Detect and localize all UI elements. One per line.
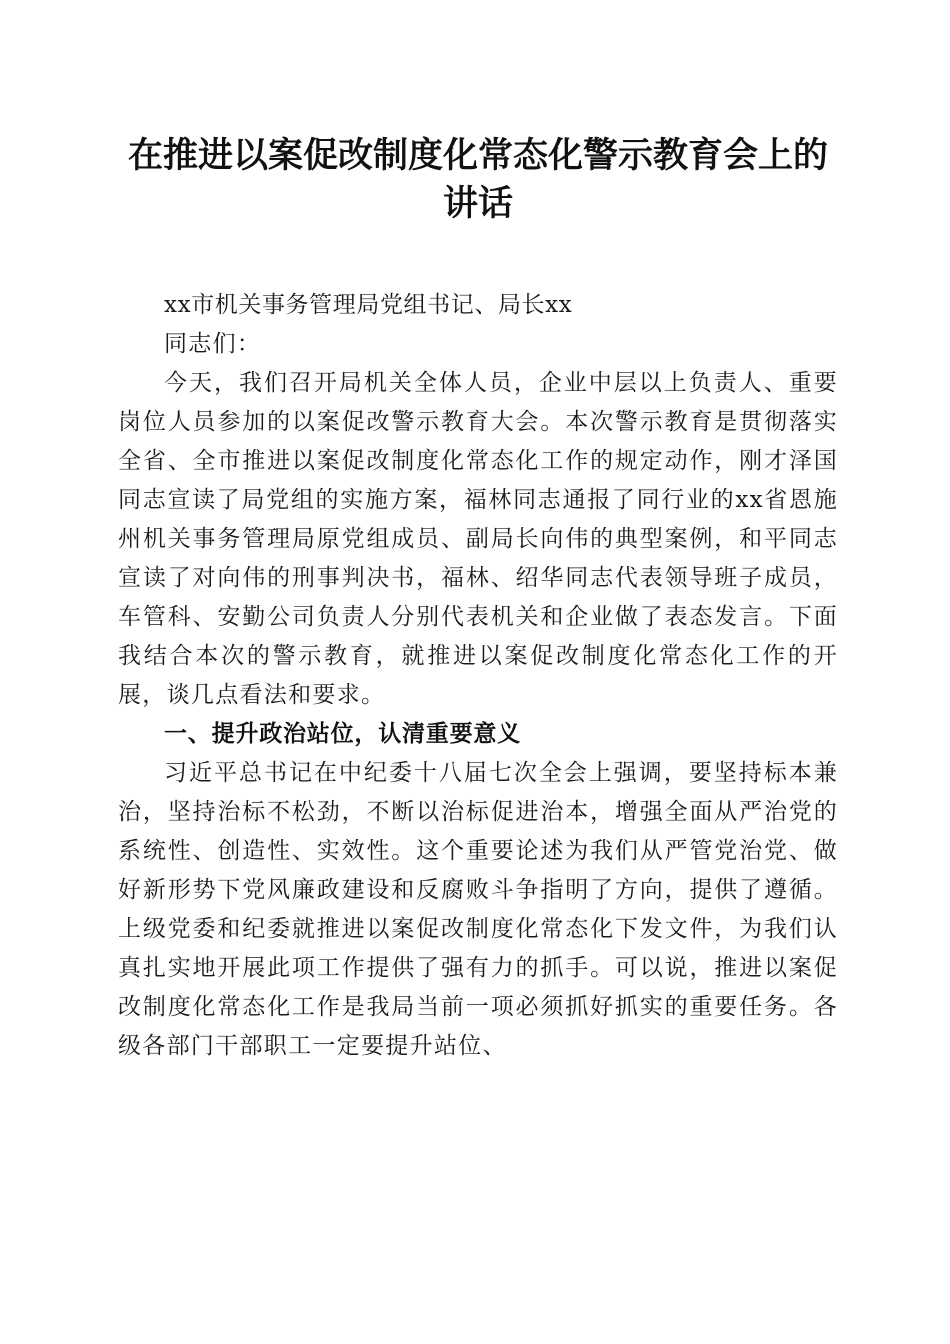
document-title [118, 132, 838, 228]
paragraph-intro: 今天，我们召开局机关全体人员，企业中层以上负责人、重要岗位人员参加的以案促改警示教育大会。本次警示教育是贯彻落实全省、全市推进以案促改制度化常态化工作的规定动作，刚才泽国同志宣读了局党组的实施方案，福林同志通报了同行业的xx省恩施州机关事务管理局原党组成员、副局长向伟的典型案例，和平同志宣读了对向伟的刑事判决书，福林、绍华同志代表领导班子成员，车管科、安勤公司负责人分别代表机关和企业做了表态发言。下面我结合本次的警示教育，就推进以案促改制度化常态化工作的开展，谈几点看法和要求。 [118, 370, 838, 708]
salutation: 同志们： [164, 331, 262, 357]
section-heading-1: 一、提升政治站位，认清重要意义 [164, 721, 521, 747]
author-line: xx市机关事务管理局党组书记、局长xx [164, 292, 573, 318]
document-title-line-1: 在推进以案促改制度化常态化警示教育会上的 [127, 135, 828, 176]
document-title-line-2: 讲话 [442, 183, 513, 224]
document-body [118, 286, 838, 1066]
paragraph-section-1: 习近平总书记在中纪委十八届七次全会上强调，要坚持标本兼治，坚持治标不松劲，不断以治标促进治本，增强全面从严治党的系统性、创造性、实效性。这个重要论述为我们从严管党治党、做好新形势下党风廉政建设和反腐败斗争指明了方向，提供了遵循。上级党委和纪委就推进以案促改制度化常态化下发文件，为我们认真扎实地开展此项工作提供了强有力的抓手。可以说，推进以案促改制度化常态化工作是我局当前一项必须抓好抓实的重要任务。各级各部门干部职工一定要提升站位、 [118, 760, 838, 1059]
